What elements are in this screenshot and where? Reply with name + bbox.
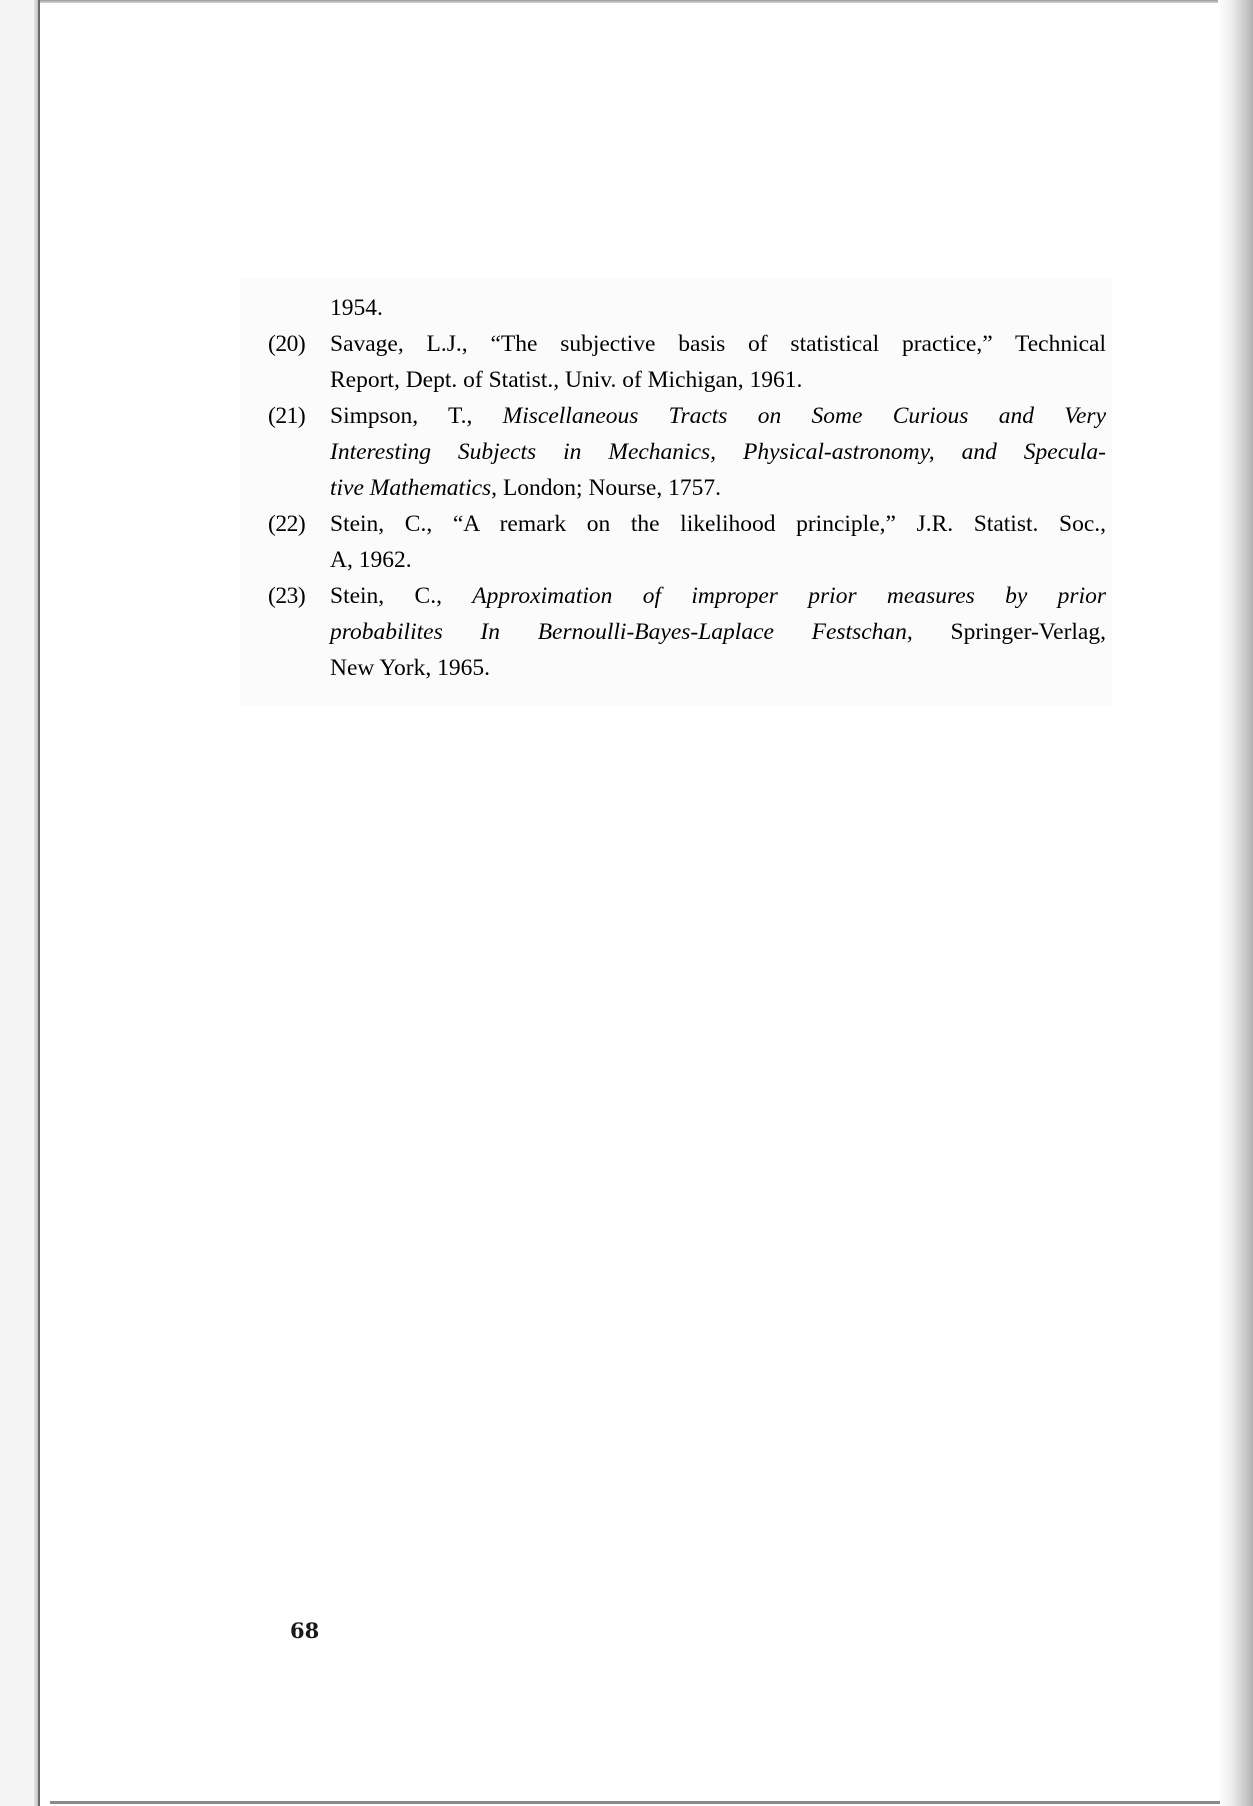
reference-number: (23) bbox=[268, 583, 306, 609]
reference-text-line: Stein, C., “A remark on the likelihood principle,” J.R. Statist. Soc., bbox=[330, 511, 1106, 537]
reference-continuation-text: 1954. bbox=[330, 295, 383, 321]
reference-item-21-cont bbox=[268, 434, 1106, 470]
reference-text-line: New York, 1965. bbox=[330, 655, 490, 681]
reference-author: Simpson, T., bbox=[330, 403, 503, 429]
reference-title: probabilites In Bernoulli-Bayes-Laplace Festschan, bbox=[330, 619, 913, 645]
reference-item-20-cont bbox=[268, 362, 1106, 398]
reference-text-line bbox=[330, 614, 1106, 650]
reference-continuation bbox=[268, 290, 1106, 326]
reference-item-21-cont bbox=[268, 470, 1106, 506]
reference-item-21 bbox=[268, 398, 1106, 434]
page-number: 68 bbox=[290, 1618, 320, 1643]
page-right-shadow bbox=[1218, 0, 1253, 1806]
document-page bbox=[40, 0, 1253, 1806]
reference-item-22-cont bbox=[268, 542, 1106, 578]
reference-text-line bbox=[330, 470, 1106, 506]
reference-text-line: Report, Dept. of Statist., Univ. of Michigan, 1961. bbox=[330, 367, 803, 393]
reference-publisher: London; Nourse, 1757. bbox=[497, 475, 721, 501]
reference-title: Interesting Subjects in Mechanics, Physical-astronomy, and Specula- bbox=[330, 439, 1106, 465]
reference-title: Miscellaneous Tracts on Some Curious and Very bbox=[502, 403, 1107, 429]
reference-author: Stein, C., bbox=[330, 583, 473, 609]
reference-item-23 bbox=[268, 578, 1106, 614]
reference-publisher: Springer-Verlag, bbox=[912, 619, 1106, 645]
reference-text-line bbox=[330, 578, 1106, 614]
reference-text-line bbox=[330, 398, 1106, 434]
reference-text-line: A, 1962. bbox=[330, 547, 412, 573]
reference-item-22 bbox=[268, 506, 1106, 542]
reference-text-line: Savage, L.J., “The subjective basis of statistical practice,” Technical bbox=[330, 331, 1106, 357]
reference-item-23-cont bbox=[268, 650, 1106, 686]
reference-title: tive Mathematics, bbox=[330, 475, 498, 501]
reference-number: (22) bbox=[268, 511, 306, 537]
page-bottom-edge bbox=[50, 1801, 1220, 1804]
reference-list bbox=[268, 290, 1106, 686]
reference-number: (20) bbox=[268, 331, 306, 357]
reference-item-20 bbox=[268, 326, 1106, 362]
reference-title: Approximation of improper prior measures by prior bbox=[472, 583, 1106, 609]
page-top-edge bbox=[40, 0, 1220, 3]
reference-number: (21) bbox=[268, 403, 306, 429]
reference-item-23-cont bbox=[268, 614, 1106, 650]
